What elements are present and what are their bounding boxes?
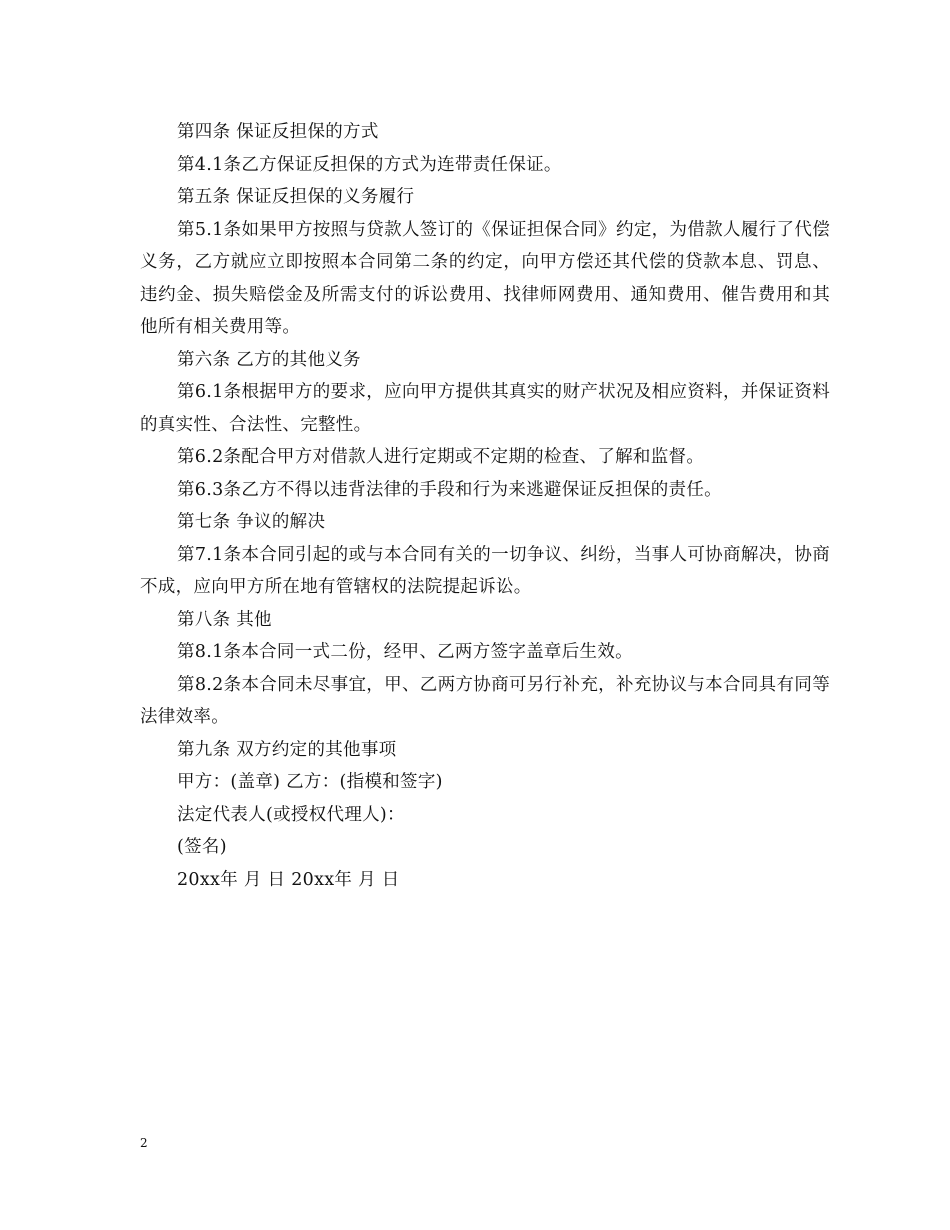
clause-4-1: 第4.1条乙方保证反担保的方式为连带责任保证。 [177, 154, 562, 175]
legal-representative-line: 法定代表人(或授权代理人)： [177, 804, 405, 825]
signature-line: (签名) [177, 837, 227, 857]
date-line: 20xx年 月 日 20xx年 月 日 [177, 869, 400, 890]
clause-8-1: 第8.1条本合同一式二份，经甲、乙两方签字盖章后生效。 [177, 642, 633, 662]
article-4-heading: 第四条 保证反担保的方式 [177, 122, 379, 142]
party-signatures-line: 甲方：(盖章) 乙方：(指模和签字) [177, 772, 443, 792]
document-body [140, 116, 830, 896]
clause-7-1: 第7.1条本合同引起的或与本合同有关的一切争议、纠纷，当事人可协商解决，协商不成，应向甲方所在地有管辖权的法院提起诉讼。 [140, 544, 830, 597]
clause-6-3: 第6.3条乙方不得以违背法律的手段和行为来逃避保证反担保的责任。 [177, 479, 722, 500]
article-7-heading: 第七条 争议的解决 [177, 512, 326, 532]
article-6-heading: 第六条 乙方的其他义务 [177, 349, 361, 370]
clause-6-2: 第6.2条配合甲方对借款人进行定期或不定期的检查、了解和监督。 [177, 447, 705, 467]
article-9-heading: 第九条 双方约定的其他事项 [177, 739, 397, 760]
page-number: 2 [140, 1136, 148, 1150]
clause-6-1: 第6.1条根据甲方的要求，应向甲方提供其真实的财产状况及相应资料，并保证资料的真实性、合法性、完整性。 [140, 382, 830, 435]
clause-8-2: 第8.2条本合同未尽事宜，甲、乙两方协商可另行补充，补充协议与本合同具有同等法律效率。 [140, 674, 830, 727]
article-5-heading: 第五条 保证反担保的义务履行 [177, 187, 415, 207]
article-8-heading: 第八条 其他 [177, 609, 272, 630]
clause-5-1: 第5.1条如果甲方按照与贷款人签订的《保证担保合同》约定，为借款人履行了代偿义务，乙方就应立即按照本合同第二条的约定，向甲方偿还其代偿的贷款本息、罚息、违约金、损失赔偿金及所需支付的诉讼费用、找律师网费用、通知费用、催告费用和其他所有相关费用等。 [140, 219, 830, 337]
